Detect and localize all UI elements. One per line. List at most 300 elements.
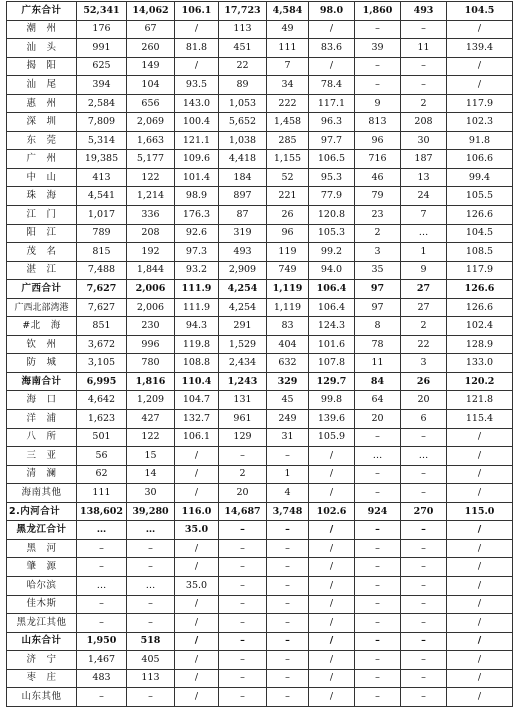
statistics-table-page <box>6 1 512 707</box>
value-cell: 83.6 <box>309 39 355 58</box>
port-name-cell: 广东合计 <box>7 2 77 21</box>
value-cell: – <box>267 651 309 670</box>
value-cell: 113 <box>219 20 267 39</box>
value-cell: 1,663 <box>127 131 175 150</box>
port-name-cell: 揭 阳 <box>7 57 77 76</box>
value-cell: 176 <box>77 20 127 39</box>
value-cell: 117.9 <box>447 261 513 280</box>
table-row <box>7 243 513 262</box>
value-cell: 991 <box>77 39 127 58</box>
value-cell: / <box>447 614 513 633</box>
value-cell: 27 <box>401 298 447 317</box>
table-row <box>7 465 513 484</box>
value-cell: 132.7 <box>175 410 219 429</box>
value-cell: – <box>355 632 401 651</box>
value-cell: 35.0 <box>175 576 219 595</box>
value-cell: 5,177 <box>127 150 175 169</box>
value-cell: 6 <box>401 410 447 429</box>
table-row <box>7 168 513 187</box>
port-name-cell: 山东其他 <box>7 688 77 707</box>
table-row <box>7 94 513 113</box>
value-cell: / <box>447 465 513 484</box>
table-row <box>7 317 513 336</box>
value-cell: – <box>355 558 401 577</box>
value-cell: 99.8 <box>309 391 355 410</box>
value-cell: – <box>355 651 401 670</box>
port-name-cell: 汕 头 <box>7 39 77 58</box>
table-row <box>7 688 513 707</box>
value-cell: / <box>447 539 513 558</box>
port-name-cell: 防 城 <box>7 354 77 373</box>
value-cell: 1,119 <box>267 280 309 299</box>
port-name-cell: 洋 浦 <box>7 410 77 429</box>
port-name-cell: 山东合计 <box>7 632 77 651</box>
value-cell: / <box>175 447 219 466</box>
value-cell: 26 <box>267 206 309 225</box>
value-cell: 39 <box>355 39 401 58</box>
table-row <box>7 651 513 670</box>
value-cell: 101.4 <box>175 168 219 187</box>
value-cell: 260 <box>127 39 175 58</box>
value-cell: 192 <box>127 243 175 262</box>
value-cell: – <box>355 465 401 484</box>
value-cell: / <box>309 521 355 540</box>
table-body <box>7 2 513 707</box>
value-cell: 62 <box>77 465 127 484</box>
value-cell: 4,584 <box>267 2 309 21</box>
value-cell: 124.3 <box>309 317 355 336</box>
value-cell: – <box>401 539 447 558</box>
value-cell: 122 <box>127 428 175 447</box>
value-cell: 270 <box>401 502 447 521</box>
value-cell: 2,909 <box>219 261 267 280</box>
value-cell: 23 <box>355 206 401 225</box>
value-cell: 13 <box>401 168 447 187</box>
value-cell: / <box>447 428 513 447</box>
value-cell: 116.0 <box>175 502 219 521</box>
value-cell: – <box>219 521 267 540</box>
value-cell: 1,844 <box>127 261 175 280</box>
value-cell: 64 <box>355 391 401 410</box>
port-name-cell: 中 山 <box>7 168 77 187</box>
value-cell: 99.2 <box>309 243 355 262</box>
value-cell: 108.5 <box>447 243 513 262</box>
port-name-cell: 佳木斯 <box>7 595 77 614</box>
value-cell: 961 <box>219 410 267 429</box>
value-cell: 27 <box>401 280 447 299</box>
port-name-cell: 江 门 <box>7 206 77 225</box>
value-cell: 31 <box>267 428 309 447</box>
value-cell: 97.7 <box>309 131 355 150</box>
value-cell: 39,280 <box>127 502 175 521</box>
value-cell: / <box>309 447 355 466</box>
value-cell: / <box>309 558 355 577</box>
value-cell: 139.6 <box>309 410 355 429</box>
value-cell: 30 <box>127 484 175 503</box>
value-cell: 129.7 <box>309 372 355 391</box>
value-cell: / <box>309 614 355 633</box>
value-cell: / <box>309 595 355 614</box>
value-cell: – <box>401 595 447 614</box>
value-cell: 117.1 <box>309 94 355 113</box>
value-cell: 26 <box>401 372 447 391</box>
port-name-cell: 广西北部湾港 <box>7 298 77 317</box>
value-cell: / <box>309 539 355 558</box>
value-cell: / <box>447 484 513 503</box>
value-cell: – <box>355 428 401 447</box>
value-cell: … <box>127 576 175 595</box>
port-name-cell: 三 亚 <box>7 447 77 466</box>
value-cell: – <box>219 669 267 688</box>
value-cell: / <box>309 632 355 651</box>
table-row <box>7 595 513 614</box>
value-cell: 84 <box>355 372 401 391</box>
value-cell: 106.5 <box>309 150 355 169</box>
value-cell: 102.4 <box>447 317 513 336</box>
value-cell: – <box>355 688 401 707</box>
value-cell: 98.9 <box>175 187 219 206</box>
value-cell: 625 <box>77 57 127 76</box>
value-cell: – <box>401 576 447 595</box>
value-cell: 129 <box>219 428 267 447</box>
value-cell: 1,038 <box>219 131 267 150</box>
value-cell: 91.8 <box>447 131 513 150</box>
value-cell: 106.4 <box>309 298 355 317</box>
value-cell: 78.4 <box>309 76 355 95</box>
value-cell: 92.6 <box>175 224 219 243</box>
value-cell: 106.4 <box>309 280 355 299</box>
value-cell: / <box>447 57 513 76</box>
value-cell: – <box>401 632 447 651</box>
value-cell: 113 <box>127 669 175 688</box>
value-cell: … <box>127 521 175 540</box>
value-cell: 3,105 <box>77 354 127 373</box>
value-cell: – <box>267 539 309 558</box>
value-cell: 176.3 <box>175 206 219 225</box>
value-cell: – <box>401 614 447 633</box>
table-row <box>7 39 513 58</box>
value-cell: 96 <box>267 224 309 243</box>
value-cell: 319 <box>219 224 267 243</box>
value-cell: 427 <box>127 410 175 429</box>
value-cell: 7,627 <box>77 280 127 299</box>
value-cell: 2 <box>401 317 447 336</box>
value-cell: – <box>127 558 175 577</box>
table-row-total <box>7 521 513 540</box>
value-cell: / <box>175 614 219 633</box>
value-cell: – <box>267 558 309 577</box>
table-row <box>7 428 513 447</box>
value-cell: / <box>447 521 513 540</box>
value-cell: 106.1 <box>175 2 219 21</box>
port-name-cell: 潮 州 <box>7 20 77 39</box>
table-row-total <box>7 280 513 299</box>
value-cell: – <box>401 484 447 503</box>
value-cell: 97.3 <box>175 243 219 262</box>
table-row <box>7 298 513 317</box>
value-cell: 230 <box>127 317 175 336</box>
value-cell: – <box>267 688 309 707</box>
port-name-cell: 黑 河 <box>7 539 77 558</box>
value-cell: 89 <box>219 76 267 95</box>
value-cell: 2,006 <box>127 280 175 299</box>
value-cell: 133.0 <box>447 354 513 373</box>
value-cell: 98.0 <box>309 2 355 21</box>
value-cell: 78 <box>355 335 401 354</box>
value-cell: – <box>77 614 127 633</box>
value-cell: 1,623 <box>77 410 127 429</box>
value-cell: 413 <box>77 168 127 187</box>
value-cell: 1,155 <box>267 150 309 169</box>
value-cell: / <box>175 632 219 651</box>
value-cell: 405 <box>127 651 175 670</box>
port-name-cell: 广 州 <box>7 150 77 169</box>
value-cell: 106.1 <box>175 428 219 447</box>
table-row <box>7 484 513 503</box>
value-cell: 11 <box>401 39 447 58</box>
value-cell: 104.5 <box>447 2 513 21</box>
value-cell: 49 <box>267 20 309 39</box>
port-name-cell: 海 口 <box>7 391 77 410</box>
value-cell: – <box>401 76 447 95</box>
table-row <box>7 576 513 595</box>
value-cell: … <box>355 447 401 466</box>
value-cell: 1,529 <box>219 335 267 354</box>
value-cell: 104.5 <box>447 224 513 243</box>
value-cell: 22 <box>401 335 447 354</box>
value-cell: 1,243 <box>219 372 267 391</box>
table-row <box>7 539 513 558</box>
table-row <box>7 354 513 373</box>
port-name-cell: 惠 州 <box>7 94 77 113</box>
port-name-cell: 东 莞 <box>7 131 77 150</box>
port-name-cell: 海南合计 <box>7 372 77 391</box>
value-cell: / <box>447 558 513 577</box>
value-cell: 1 <box>401 243 447 262</box>
value-cell: … <box>77 521 127 540</box>
value-cell: / <box>447 688 513 707</box>
value-cell: 119 <box>267 243 309 262</box>
port-name-cell: 2.内河合计 <box>7 502 77 521</box>
value-cell: 1,053 <box>219 94 267 113</box>
port-name-cell: 广西合计 <box>7 280 77 299</box>
value-cell: 493 <box>219 243 267 262</box>
table-row <box>7 410 513 429</box>
value-cell: 138,602 <box>77 502 127 521</box>
value-cell: 35 <box>355 261 401 280</box>
value-cell: 6,995 <box>77 372 127 391</box>
value-cell: 119.8 <box>175 335 219 354</box>
value-cell: 143.0 <box>175 94 219 113</box>
value-cell: 126.6 <box>447 280 513 299</box>
value-cell: … <box>401 224 447 243</box>
value-cell: 329 <box>267 372 309 391</box>
value-cell: – <box>355 614 401 633</box>
value-cell: 83 <box>267 317 309 336</box>
value-cell: 4 <box>267 484 309 503</box>
value-cell: 104 <box>127 76 175 95</box>
value-cell: – <box>355 521 401 540</box>
value-cell: 97 <box>355 280 401 299</box>
port-name-cell: 阳 江 <box>7 224 77 243</box>
value-cell: 285 <box>267 131 309 150</box>
value-cell: – <box>219 539 267 558</box>
value-cell: 94.0 <box>309 261 355 280</box>
value-cell: 22 <box>219 57 267 76</box>
value-cell: 483 <box>77 669 127 688</box>
value-cell: 34 <box>267 76 309 95</box>
port-name-cell: 黑龙江其他 <box>7 614 77 633</box>
value-cell: 19,385 <box>77 150 127 169</box>
value-cell: 1,017 <box>77 206 127 225</box>
value-cell: 7,809 <box>77 113 127 132</box>
value-cell: – <box>401 428 447 447</box>
value-cell: 95.3 <box>309 168 355 187</box>
value-cell: – <box>219 688 267 707</box>
value-cell: 851 <box>77 317 127 336</box>
value-cell: 1,950 <box>77 632 127 651</box>
value-cell: / <box>175 465 219 484</box>
value-cell: 117.9 <box>447 94 513 113</box>
value-cell: 8 <box>355 317 401 336</box>
table-row-total <box>7 632 513 651</box>
value-cell: – <box>219 576 267 595</box>
table-row <box>7 187 513 206</box>
table-row <box>7 57 513 76</box>
value-cell: 94.3 <box>175 317 219 336</box>
value-cell: 4,254 <box>219 280 267 299</box>
value-cell: 813 <box>355 113 401 132</box>
value-cell: – <box>127 614 175 633</box>
value-cell: – <box>267 595 309 614</box>
value-cell: 222 <box>267 94 309 113</box>
value-cell: 93.5 <box>175 76 219 95</box>
value-cell: / <box>175 688 219 707</box>
value-cell: 115.0 <box>447 502 513 521</box>
value-cell: 1 <box>267 465 309 484</box>
value-cell: / <box>309 465 355 484</box>
value-cell: 9 <box>401 261 447 280</box>
value-cell: 20 <box>401 391 447 410</box>
port-name-cell: 枣 庄 <box>7 669 77 688</box>
value-cell: – <box>355 20 401 39</box>
value-cell: 3 <box>401 354 447 373</box>
value-cell: – <box>219 447 267 466</box>
value-cell: 24 <box>401 187 447 206</box>
table-row <box>7 131 513 150</box>
value-cell: 102.3 <box>447 113 513 132</box>
value-cell: – <box>127 595 175 614</box>
value-cell: / <box>175 484 219 503</box>
value-cell: 518 <box>127 632 175 651</box>
value-cell: 4,642 <box>77 391 127 410</box>
value-cell: 221 <box>267 187 309 206</box>
port-name-cell: 茂 名 <box>7 243 77 262</box>
value-cell: – <box>127 539 175 558</box>
value-cell: 128.9 <box>447 335 513 354</box>
value-cell: / <box>309 688 355 707</box>
table-row <box>7 206 513 225</box>
value-cell: 93.2 <box>175 261 219 280</box>
value-cell: 79 <box>355 187 401 206</box>
value-cell: – <box>401 558 447 577</box>
value-cell: 897 <box>219 187 267 206</box>
value-cell: 9 <box>355 94 401 113</box>
value-cell: 109.6 <box>175 150 219 169</box>
value-cell: 716 <box>355 150 401 169</box>
value-cell: 46 <box>355 168 401 187</box>
value-cell: – <box>267 669 309 688</box>
value-cell: 96.3 <box>309 113 355 132</box>
value-cell: 126.6 <box>447 206 513 225</box>
value-cell: 108.8 <box>175 354 219 373</box>
value-cell: 20 <box>219 484 267 503</box>
value-cell: 208 <box>127 224 175 243</box>
value-cell: – <box>77 595 127 614</box>
value-cell: 501 <box>77 428 127 447</box>
table-row-total <box>7 2 513 21</box>
table-row <box>7 335 513 354</box>
value-cell: 2 <box>219 465 267 484</box>
value-cell: / <box>447 447 513 466</box>
value-cell: – <box>219 558 267 577</box>
value-cell: 111.9 <box>175 280 219 299</box>
value-cell: 2 <box>355 224 401 243</box>
value-cell: – <box>127 688 175 707</box>
port-name-cell: 肇 源 <box>7 558 77 577</box>
value-cell: – <box>267 447 309 466</box>
value-cell: 106.6 <box>447 150 513 169</box>
value-cell: / <box>175 558 219 577</box>
value-cell: 1,816 <box>127 372 175 391</box>
value-cell: 3 <box>355 243 401 262</box>
value-cell: – <box>401 521 447 540</box>
table-row <box>7 614 513 633</box>
table-row <box>7 76 513 95</box>
table-row <box>7 224 513 243</box>
value-cell: 105.5 <box>447 187 513 206</box>
value-cell: 96 <box>355 131 401 150</box>
value-cell: 7,627 <box>77 298 127 317</box>
value-cell: 45 <box>267 391 309 410</box>
value-cell: / <box>447 595 513 614</box>
value-cell: 52,341 <box>77 2 127 21</box>
value-cell: 7 <box>401 206 447 225</box>
value-cell: 1,214 <box>127 187 175 206</box>
value-cell: – <box>219 614 267 633</box>
value-cell: 2,006 <box>127 298 175 317</box>
value-cell: 111 <box>77 484 127 503</box>
value-cell: 1,119 <box>267 298 309 317</box>
value-cell: 120.2 <box>447 372 513 391</box>
table-row <box>7 261 513 280</box>
port-name-cell: 海南其他 <box>7 484 77 503</box>
value-cell: 5,652 <box>219 113 267 132</box>
value-cell: 1,467 <box>77 651 127 670</box>
value-cell: – <box>355 76 401 95</box>
table-row <box>7 150 513 169</box>
value-cell: / <box>175 595 219 614</box>
value-cell: 67 <box>127 20 175 39</box>
value-cell: 52 <box>267 168 309 187</box>
value-cell: – <box>401 465 447 484</box>
value-cell: – <box>355 57 401 76</box>
value-cell: 208 <box>401 113 447 132</box>
value-cell: 105.9 <box>309 428 355 447</box>
value-cell: / <box>447 669 513 688</box>
value-cell: – <box>401 688 447 707</box>
value-cell: 1,209 <box>127 391 175 410</box>
